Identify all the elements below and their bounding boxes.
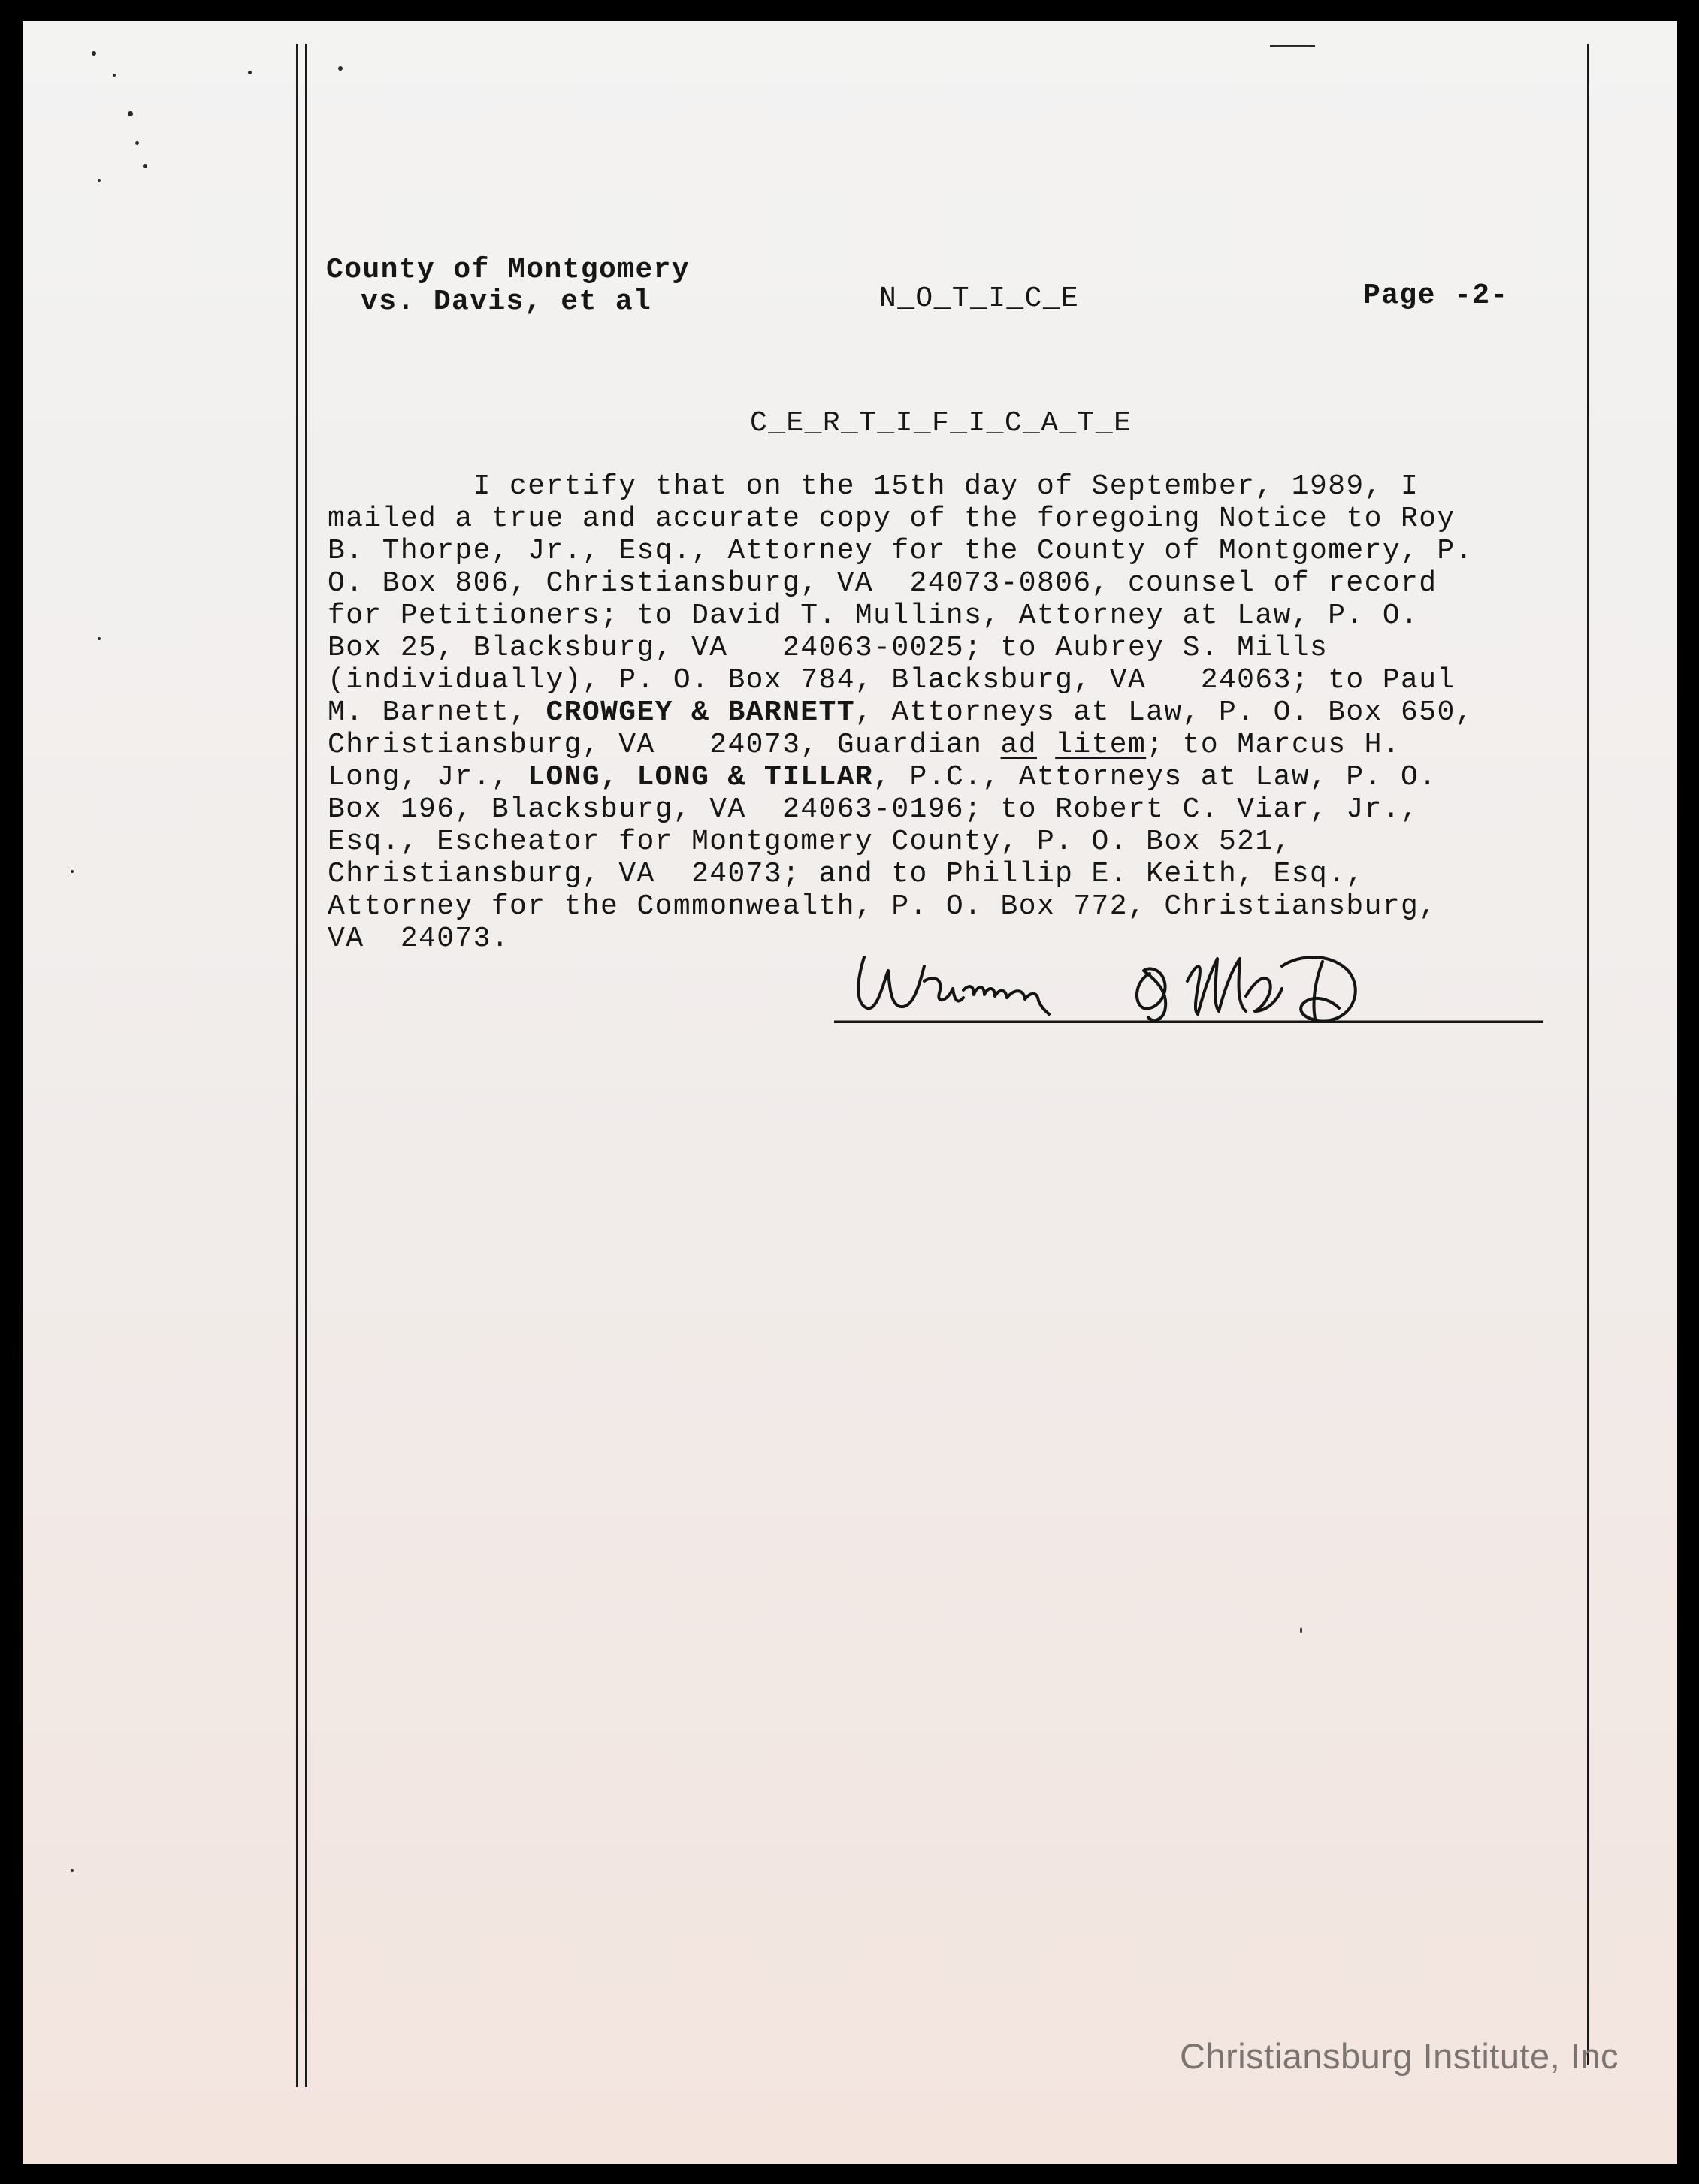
certificate-line: Esq., Escheator for Montgomery County, P. O. Box 521, xyxy=(328,826,1292,858)
certificate-line: B. Thorpe, Jr., Esq., Attorney for the County of Montgomery, P. xyxy=(328,535,1474,567)
certificate-line: Christiansburg, VA 24073; and to Phillip E. Keith, Esq., xyxy=(328,858,1365,890)
right-margin-rule xyxy=(1587,44,1589,2065)
certificate-title: C_E_R_T_I_F_I_C_A_T_E xyxy=(750,407,1132,440)
certificate-line: M. Barnett, CROWGEY & BARNETT, Attorneys at Law, P. O. Box 650, xyxy=(328,696,1474,729)
certificate-line: VA 24073. xyxy=(328,923,510,955)
certificate-line: (individually), P. O. Box 784, Blacksburg, VA 24063; to Paul xyxy=(328,664,1456,696)
certificate-line: I certify that on the 15th day of September, 1989, I xyxy=(328,470,1419,503)
certificate-line: for Petitioners; to David T. Mullins, Attorney at Law, P. O. xyxy=(328,600,1419,632)
signature xyxy=(834,936,1578,1034)
certificate-line: Box 25, Blacksburg, VA 24063-0025; to Aubrey S. Mills xyxy=(328,632,1329,664)
certificate-body xyxy=(328,470,1575,955)
case-caption-line-1: County of Montgomery xyxy=(326,254,691,286)
certificate-line: Long, Jr., LONG, LONG & TILLAR, P.C., Attorneys at Law, P. O. xyxy=(328,761,1437,793)
law-firm-name: LONG, LONG & TILLAR xyxy=(528,761,874,793)
page-number: Page -2- xyxy=(1363,279,1509,312)
latin-term-ad: ad xyxy=(1000,729,1037,761)
certificate-line: Christiansburg, VA 24073, Guardian ad litem; to Marcus H. xyxy=(328,729,1401,761)
certificate-line: Box 196, Blacksburg, VA 24063-0196; to Robert C. Viar, Jr., xyxy=(328,793,1419,826)
document-page xyxy=(23,21,1677,2164)
watermark: Christiansburg Institute, Inc xyxy=(1180,2036,1619,2076)
certificate-line: mailed a true and accurate copy of the foregoing Notice to Roy xyxy=(328,503,1456,535)
latin-term-litem: litem xyxy=(1055,729,1147,761)
law-firm-name: CROWGEY & BARNETT xyxy=(546,696,855,729)
document-type-heading: N_O_T_I_C_E xyxy=(879,282,1080,315)
certificate-line: O. Box 806, Christiansburg, VA 24073-0806, counsel of record xyxy=(328,567,1437,600)
certificate-line: Attorney for the Commonwealth, P. O. Box 772, Christiansburg, xyxy=(328,890,1437,923)
case-caption-line-2: vs. Davis, et al xyxy=(361,285,652,318)
left-margin-rule-inner xyxy=(305,44,307,2087)
left-margin-rule-outer xyxy=(296,44,298,2087)
